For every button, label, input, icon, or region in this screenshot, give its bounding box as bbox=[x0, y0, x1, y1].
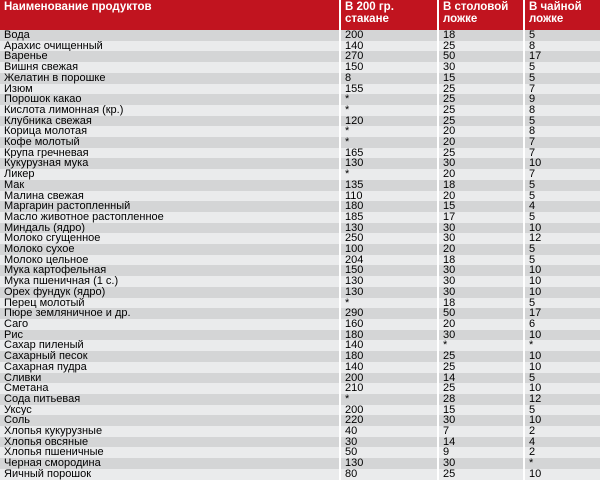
cell-glass: 120 bbox=[340, 116, 438, 127]
cell-glass: * bbox=[340, 298, 438, 309]
cell-tablespoon: 20 bbox=[438, 137, 524, 148]
cell-product: Миндаль (ядро) bbox=[0, 223, 340, 234]
cell-teaspoon: 10 bbox=[524, 469, 600, 480]
table-row bbox=[0, 62, 600, 73]
cell-glass: 80 bbox=[340, 469, 438, 480]
table-row bbox=[0, 469, 600, 480]
cell-tablespoon: 18 bbox=[438, 180, 524, 191]
cell-tablespoon: 25 bbox=[438, 94, 524, 105]
cell-tablespoon: 30 bbox=[438, 223, 524, 234]
table-row bbox=[0, 426, 600, 437]
cell-teaspoon: 7 bbox=[524, 84, 600, 95]
table-row bbox=[0, 137, 600, 148]
table-row bbox=[0, 148, 600, 159]
cell-glass: 130 bbox=[340, 276, 438, 287]
cell-teaspoon: 10 bbox=[524, 287, 600, 298]
table-row bbox=[0, 308, 600, 319]
cell-teaspoon: 10 bbox=[524, 330, 600, 341]
cell-glass: 130 bbox=[340, 287, 438, 298]
cell-teaspoon: 2 bbox=[524, 426, 600, 437]
cell-glass: 30 bbox=[340, 437, 438, 448]
cell-teaspoon: 12 bbox=[524, 233, 600, 244]
cell-glass: 200 bbox=[340, 373, 438, 384]
cell-tablespoon: 18 bbox=[438, 298, 524, 309]
cell-teaspoon: 10 bbox=[524, 265, 600, 276]
cell-product: Мука пшеничная (1 с.) bbox=[0, 276, 340, 287]
cell-product: Рис bbox=[0, 330, 340, 341]
cell-glass: 130 bbox=[340, 458, 438, 469]
cell-tablespoon: 25 bbox=[438, 351, 524, 362]
table-row bbox=[0, 362, 600, 373]
cell-glass: * bbox=[340, 394, 438, 405]
cell-product: Молоко сгущенное bbox=[0, 233, 340, 244]
cell-tablespoon: 25 bbox=[438, 362, 524, 373]
cell-product: Масло животное растопленное bbox=[0, 212, 340, 223]
cell-teaspoon: 5 bbox=[524, 62, 600, 73]
table-row bbox=[0, 30, 600, 41]
table-row bbox=[0, 158, 600, 169]
cell-teaspoon: * bbox=[524, 458, 600, 469]
cell-tablespoon: 25 bbox=[438, 383, 524, 394]
cell-teaspoon: 5 bbox=[524, 73, 600, 84]
cell-teaspoon: 4 bbox=[524, 201, 600, 212]
table-row bbox=[0, 51, 600, 62]
cell-glass: 130 bbox=[340, 223, 438, 234]
table-row bbox=[0, 169, 600, 180]
cell-teaspoon: 5 bbox=[524, 298, 600, 309]
cell-tablespoon: 20 bbox=[438, 126, 524, 137]
cell-product: Орех фундук (ядро) bbox=[0, 287, 340, 298]
cell-glass: 290 bbox=[340, 308, 438, 319]
header-product-name: Наименование продуктов bbox=[0, 0, 340, 30]
table-row bbox=[0, 287, 600, 298]
cell-product: Хлопья овсяные bbox=[0, 437, 340, 448]
cell-teaspoon: 5 bbox=[524, 255, 600, 266]
cell-product: Кукурузная мука bbox=[0, 158, 340, 169]
table-row bbox=[0, 116, 600, 127]
cell-product: Уксус bbox=[0, 405, 340, 416]
cell-teaspoon: 8 bbox=[524, 126, 600, 137]
cell-glass: 135 bbox=[340, 180, 438, 191]
cell-teaspoon: 7 bbox=[524, 148, 600, 159]
cell-product: Молоко цельное bbox=[0, 255, 340, 266]
cell-glass: 50 bbox=[340, 447, 438, 458]
cell-glass: 185 bbox=[340, 212, 438, 223]
cell-tablespoon: 30 bbox=[438, 62, 524, 73]
table-row bbox=[0, 201, 600, 212]
cell-glass: 200 bbox=[340, 30, 438, 41]
cell-glass: 270 bbox=[340, 51, 438, 62]
cell-glass: 250 bbox=[340, 233, 438, 244]
cell-product: Сахар пиленый bbox=[0, 340, 340, 351]
cell-glass: 150 bbox=[340, 62, 438, 73]
cell-glass: 165 bbox=[340, 148, 438, 159]
cell-glass: * bbox=[340, 94, 438, 105]
cell-glass: 110 bbox=[340, 191, 438, 202]
cell-product: Мак bbox=[0, 180, 340, 191]
table-row bbox=[0, 330, 600, 341]
cell-glass: * bbox=[340, 169, 438, 180]
cell-product: Клубника свежая bbox=[0, 116, 340, 127]
cell-tablespoon: 30 bbox=[438, 158, 524, 169]
cell-tablespoon: 15 bbox=[438, 73, 524, 84]
cell-tablespoon: 18 bbox=[438, 255, 524, 266]
cell-product: Сливки bbox=[0, 373, 340, 384]
cell-tablespoon: 30 bbox=[438, 330, 524, 341]
cell-tablespoon: 25 bbox=[438, 105, 524, 116]
table-row bbox=[0, 437, 600, 448]
cell-tablespoon: 14 bbox=[438, 437, 524, 448]
cell-teaspoon: * bbox=[524, 340, 600, 351]
cell-teaspoon: 5 bbox=[524, 405, 600, 416]
cell-product: Сода питьевая bbox=[0, 394, 340, 405]
table-row bbox=[0, 73, 600, 84]
cell-product: Перец молотый bbox=[0, 298, 340, 309]
cell-glass: * bbox=[340, 105, 438, 116]
cell-product: Малина свежая bbox=[0, 191, 340, 202]
cell-product: Изюм bbox=[0, 84, 340, 95]
cell-glass: 100 bbox=[340, 244, 438, 255]
cell-teaspoon: 17 bbox=[524, 51, 600, 62]
cell-teaspoon: 10 bbox=[524, 351, 600, 362]
header-glass-200g: В 200 гр. стакане bbox=[340, 0, 438, 30]
cell-tablespoon: 25 bbox=[438, 469, 524, 480]
table-row bbox=[0, 276, 600, 287]
table-row bbox=[0, 319, 600, 330]
cell-teaspoon: 10 bbox=[524, 383, 600, 394]
cell-product: Хлопья кукурузные bbox=[0, 426, 340, 437]
table-row bbox=[0, 41, 600, 52]
cell-glass: 204 bbox=[340, 255, 438, 266]
cell-teaspoon: 8 bbox=[524, 41, 600, 52]
cell-product: Крупа гречневая bbox=[0, 148, 340, 159]
cell-teaspoon: 2 bbox=[524, 447, 600, 458]
table-row bbox=[0, 233, 600, 244]
table-body bbox=[0, 30, 600, 480]
cell-glass: 210 bbox=[340, 383, 438, 394]
cell-glass: 140 bbox=[340, 41, 438, 52]
cell-teaspoon: 5 bbox=[524, 373, 600, 384]
table-header bbox=[0, 0, 600, 30]
cell-tablespoon: 20 bbox=[438, 191, 524, 202]
cell-product: Сметана bbox=[0, 383, 340, 394]
cell-tablespoon: 14 bbox=[438, 373, 524, 384]
cell-product: Мука картофельная bbox=[0, 265, 340, 276]
cell-teaspoon: 10 bbox=[524, 276, 600, 287]
cell-tablespoon: 25 bbox=[438, 148, 524, 159]
table-row bbox=[0, 298, 600, 309]
cell-glass: 40 bbox=[340, 426, 438, 437]
cell-tablespoon: 15 bbox=[438, 201, 524, 212]
cell-teaspoon: 5 bbox=[524, 191, 600, 202]
cell-tablespoon: 25 bbox=[438, 41, 524, 52]
cell-tablespoon: 20 bbox=[438, 244, 524, 255]
table-row bbox=[0, 94, 600, 105]
table-row bbox=[0, 405, 600, 416]
cell-glass: 155 bbox=[340, 84, 438, 95]
cell-glass: 180 bbox=[340, 201, 438, 212]
cell-teaspoon: 12 bbox=[524, 394, 600, 405]
table-row bbox=[0, 351, 600, 362]
cell-tablespoon: 50 bbox=[438, 51, 524, 62]
cell-teaspoon: 10 bbox=[524, 158, 600, 169]
cell-teaspoon: 5 bbox=[524, 212, 600, 223]
table-row bbox=[0, 394, 600, 405]
cell-teaspoon: 5 bbox=[524, 180, 600, 191]
cell-glass: 220 bbox=[340, 415, 438, 426]
cell-glass: * bbox=[340, 137, 438, 148]
cell-product: Вишня свежая bbox=[0, 62, 340, 73]
table-row bbox=[0, 223, 600, 234]
cell-teaspoon: 10 bbox=[524, 415, 600, 426]
header-teaspoon: В чайной ложке bbox=[524, 0, 600, 30]
cell-tablespoon: * bbox=[438, 340, 524, 351]
cell-teaspoon: 5 bbox=[524, 244, 600, 255]
cell-tablespoon: 28 bbox=[438, 394, 524, 405]
cell-teaspoon: 17 bbox=[524, 308, 600, 319]
cell-glass: 8 bbox=[340, 73, 438, 84]
cell-product: Маргарин растопленный bbox=[0, 201, 340, 212]
table-row bbox=[0, 447, 600, 458]
cell-product: Арахис очищенный bbox=[0, 41, 340, 52]
cell-glass: * bbox=[340, 126, 438, 137]
cell-tablespoon: 7 bbox=[438, 426, 524, 437]
cell-tablespoon: 30 bbox=[438, 233, 524, 244]
cell-tablespoon: 15 bbox=[438, 405, 524, 416]
cell-teaspoon: 5 bbox=[524, 30, 600, 41]
cell-product: Вода bbox=[0, 30, 340, 41]
cell-teaspoon: 8 bbox=[524, 105, 600, 116]
cell-product: Кофе молотый bbox=[0, 137, 340, 148]
cell-glass: 180 bbox=[340, 330, 438, 341]
cell-tablespoon: 30 bbox=[438, 276, 524, 287]
cell-glass: 140 bbox=[340, 340, 438, 351]
cell-product: Саго bbox=[0, 319, 340, 330]
cell-tablespoon: 25 bbox=[438, 84, 524, 95]
table-row bbox=[0, 84, 600, 95]
cell-product: Соль bbox=[0, 415, 340, 426]
table-row bbox=[0, 458, 600, 469]
cell-tablespoon: 25 bbox=[438, 116, 524, 127]
cell-tablespoon: 20 bbox=[438, 319, 524, 330]
table-row bbox=[0, 180, 600, 191]
cell-tablespoon: 30 bbox=[438, 458, 524, 469]
cell-teaspoon: 10 bbox=[524, 362, 600, 373]
table-row bbox=[0, 244, 600, 255]
cell-teaspoon: 4 bbox=[524, 437, 600, 448]
cell-tablespoon: 20 bbox=[438, 169, 524, 180]
table-row bbox=[0, 105, 600, 116]
cell-tablespoon: 9 bbox=[438, 447, 524, 458]
cell-glass: 130 bbox=[340, 158, 438, 169]
cell-teaspoon: 10 bbox=[524, 223, 600, 234]
cell-product: Молоко сухое bbox=[0, 244, 340, 255]
table-row bbox=[0, 126, 600, 137]
cell-glass: 160 bbox=[340, 319, 438, 330]
table-row bbox=[0, 212, 600, 223]
cell-product: Сахарный песок bbox=[0, 351, 340, 362]
table-row bbox=[0, 255, 600, 266]
cell-tablespoon: 50 bbox=[438, 308, 524, 319]
cell-teaspoon: 9 bbox=[524, 94, 600, 105]
cell-glass: 200 bbox=[340, 405, 438, 416]
cell-teaspoon: 6 bbox=[524, 319, 600, 330]
cell-tablespoon: 30 bbox=[438, 415, 524, 426]
cell-product: Сахарная пудра bbox=[0, 362, 340, 373]
cell-product: Варенье bbox=[0, 51, 340, 62]
table-row bbox=[0, 191, 600, 202]
table-row bbox=[0, 415, 600, 426]
cell-tablespoon: 17 bbox=[438, 212, 524, 223]
table-row bbox=[0, 373, 600, 384]
table-row bbox=[0, 383, 600, 394]
cell-tablespoon: 18 bbox=[438, 30, 524, 41]
header-tablespoon: В столовой ложке bbox=[438, 0, 524, 30]
cell-product: Ликер bbox=[0, 169, 340, 180]
cell-product: Кислота лимонная (кр.) bbox=[0, 105, 340, 116]
cell-glass: 150 bbox=[340, 265, 438, 276]
cell-product: Пюре земляничное и др. bbox=[0, 308, 340, 319]
cell-product: Порошок какао bbox=[0, 94, 340, 105]
cell-product: Хлопья пшеничные bbox=[0, 447, 340, 458]
cell-product: Черная смородина bbox=[0, 458, 340, 469]
cell-tablespoon: 30 bbox=[438, 265, 524, 276]
cell-teaspoon: 5 bbox=[524, 116, 600, 127]
cell-teaspoon: 7 bbox=[524, 169, 600, 180]
cell-product: Корица молотая bbox=[0, 126, 340, 137]
table-row bbox=[0, 265, 600, 276]
table-row bbox=[0, 340, 600, 351]
cell-tablespoon: 30 bbox=[438, 287, 524, 298]
cell-product: Яичный порошок bbox=[0, 469, 340, 480]
cell-product: Желатин в порошке bbox=[0, 73, 340, 84]
cell-glass: 140 bbox=[340, 362, 438, 373]
cell-glass: 180 bbox=[340, 351, 438, 362]
cell-teaspoon: 7 bbox=[524, 137, 600, 148]
